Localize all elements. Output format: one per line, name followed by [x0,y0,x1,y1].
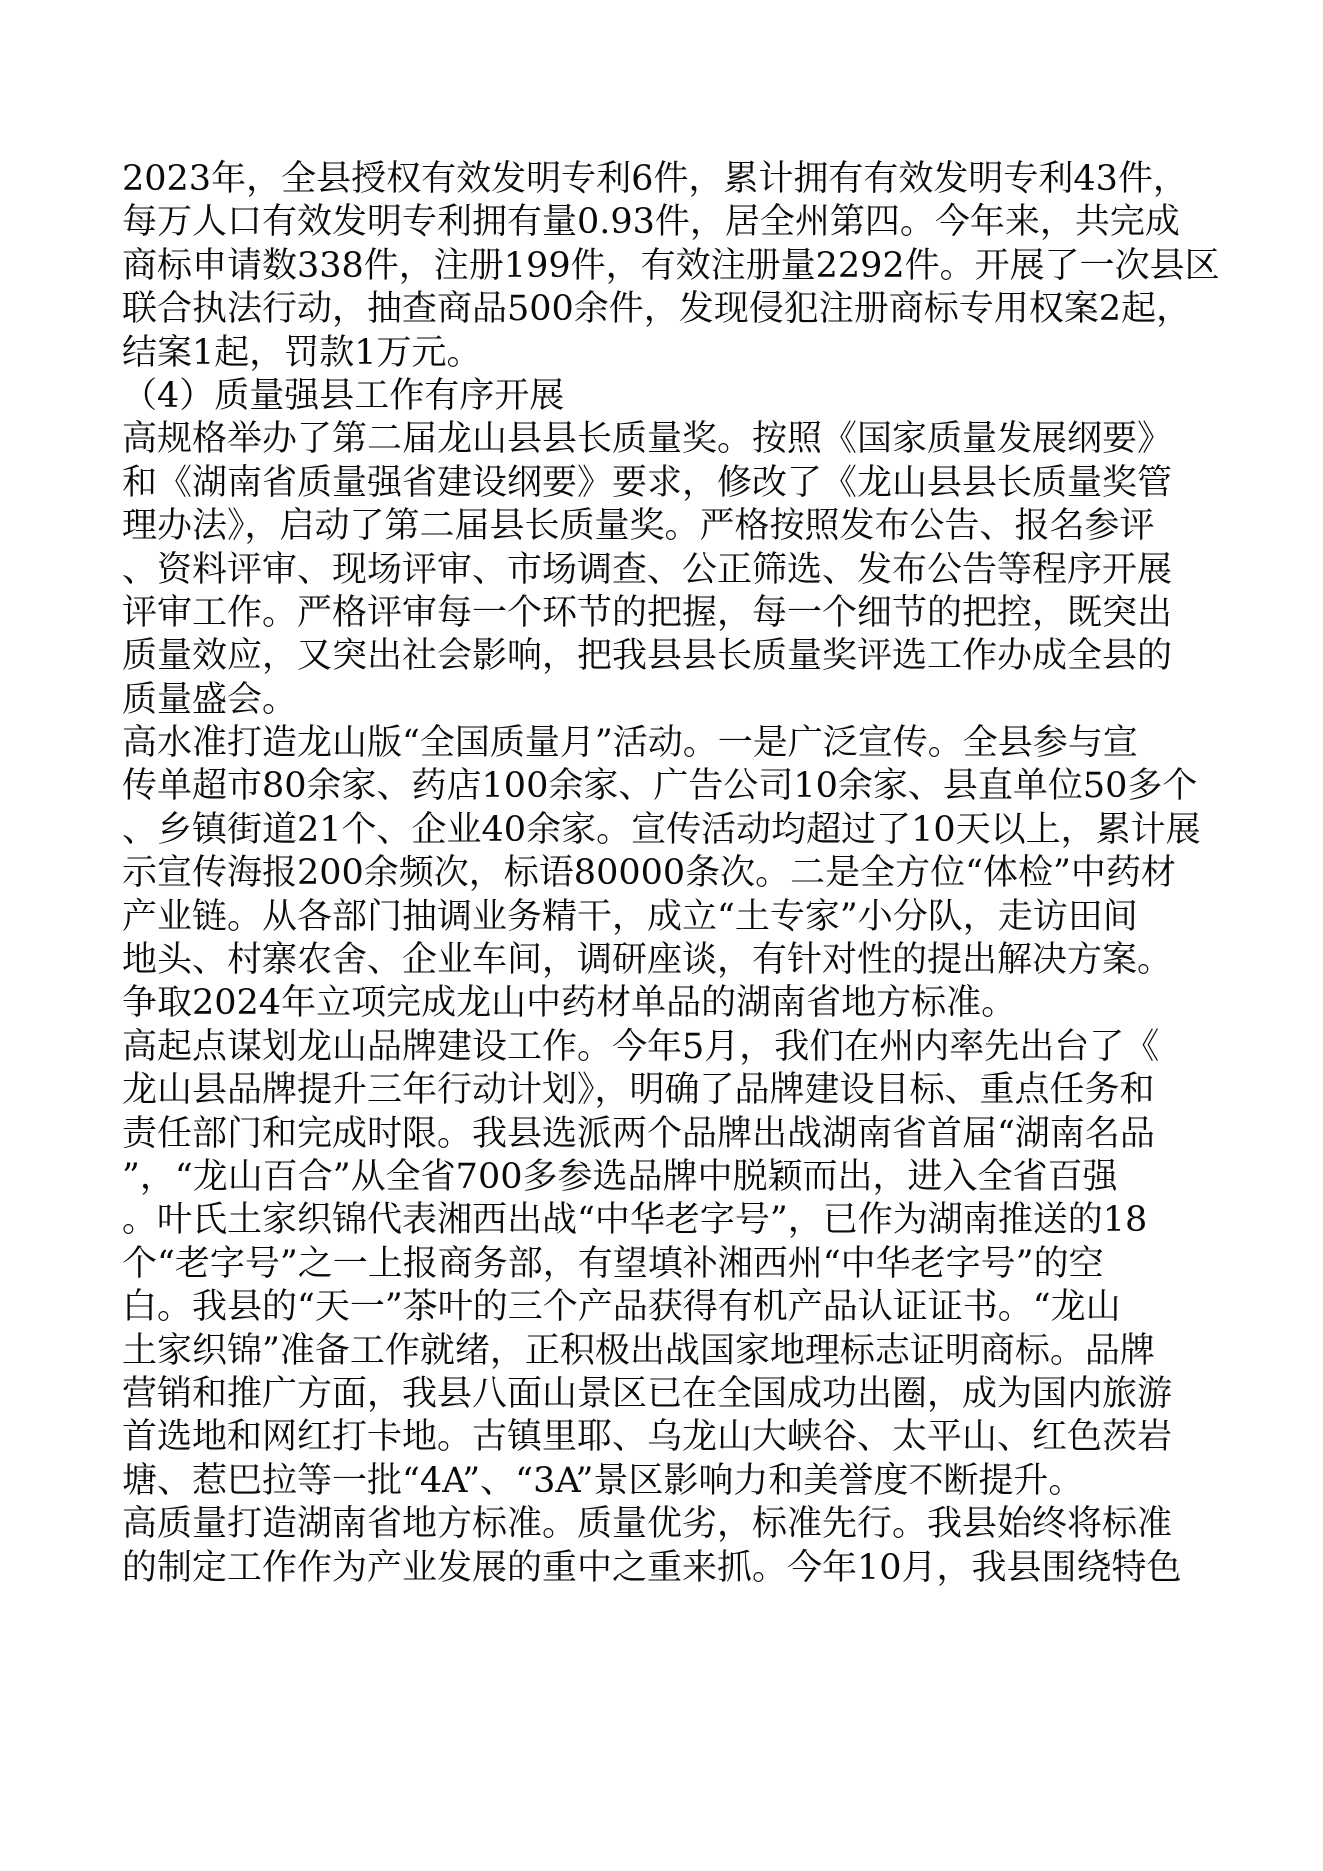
text-line: 白。我县的“天一”茶叶的三个产品获得有机产品认证证书。“龙山 [122,1287,1121,1328]
text-line: 理办法》，启动了第二届县长质量奖。严格按照发布公告、报名参评 [122,506,1155,547]
text-line: 2023年，全县授权有效发明专利6件，累计拥有有效发明专利43件， [122,159,1188,199]
text-line: 质量盛会。 [122,679,298,720]
text-line: 争取2024年立项完成龙山中药材单品的湖南省地方标准。 [122,983,1017,1024]
text-line: 、资料评审、现场评审、市场调查、公正筛选、发布公告等程序开展 [122,549,1173,590]
text-line: 联合执法行动，抽查商品500余件，发现侵犯注册商标专用权案2起， [122,289,1192,330]
text-line: 商标申请数338件，注册199件，有效注册量2292件。开展了一次县区 [122,245,1220,286]
text-line: 高规格举办了第二届龙山县县长质量奖。按照《国家质量发展纲要》 [122,419,1173,460]
text-line: 地头、村寨农舍、企业车间，调研座谈，有针对性的提出解决方案。 [122,940,1173,981]
text-line: 高质量打造湖南省地方标准。质量优劣，标准先行。我县始终将标准 [122,1504,1173,1545]
text-line: 示宣传海报200余频次，标语80000条次。二是全方位“体检”中药材 [122,853,1176,894]
text-line: 。叶氏土家织锦代表湘西出战“中华老字号”，已作为湖南推送的18 [122,1200,1148,1241]
text-line: 高水准打造龙山版“全国质量月”活动。一是广泛宣传。全县参与宣 [122,723,1138,764]
text-line: 产业链。从各部门抽调业务精干，成立“土专家”小分队，走访田间 [122,896,1138,937]
text-line: 首选地和网红打卡地。古镇里耶、乌龙山大峡谷、太平山、红色茨岩 [122,1417,1173,1458]
text-line: 龙山县品牌提升三年行动计划》，明确了品牌建设目标、重点任务和 [122,1070,1155,1111]
text-line: 塘、惹巴拉等一批“4A”、“3A”景区影响力和美誉度不断提升。 [122,1460,1084,1501]
text-line: 质量效应，又突出社会影响，把我县县长质量奖评选工作办成全县的 [122,636,1173,677]
section-heading: （4）质量强县工作有序开展 [122,375,565,416]
text-line: 责任部门和完成时限。我县选派两个品牌出战湖南省首届“湖南名品 [122,1113,1155,1154]
text-line: 每万人口有效发明专利拥有量0.93件，居全州第四。今年来，共完成 [122,202,1180,243]
text-line: 和《湖南省质量强省建设纲要》要求，修改了《龙山县县长质量奖管 [122,462,1173,503]
text-line: 高起点谋划龙山品牌建设工作。今年5月，我们在州内率先出台了《 [122,1026,1160,1067]
text-line: ”，“龙山百合”从全省700多参选品牌中脱颖而出，进入全省百强 [122,1156,1118,1197]
document-body [122,158,1220,1590]
text-line: 评审工作。严格评审每一个环节的把握，每一个细节的把控，既突出 [122,592,1173,633]
text-line: 的制定工作作为产业发展的重中之重来抓。今年10月，我县围绕特色 [122,1547,1182,1588]
text-line: 土家织锦”准备工作就绪，正积极出战国家地理标志证明商标。品牌 [122,1330,1155,1371]
text-line: 结案1起，罚款1万元。 [122,332,482,373]
text-line: 营销和推广方面，我县八面山景区已在全国成功出圈，成为国内旅游 [122,1373,1173,1414]
text-line: 传单超市80余家、药店100余家、广告公司10余家、县直单位50多个 [122,766,1198,807]
text-line: 、乡镇街道21个、企业40余家。宣传活动均超过了10天以上，累计展 [122,809,1201,850]
text-line: 个“老字号”之一上报商务部，有望填补湘西州“中华老字号”的空 [122,1243,1104,1284]
